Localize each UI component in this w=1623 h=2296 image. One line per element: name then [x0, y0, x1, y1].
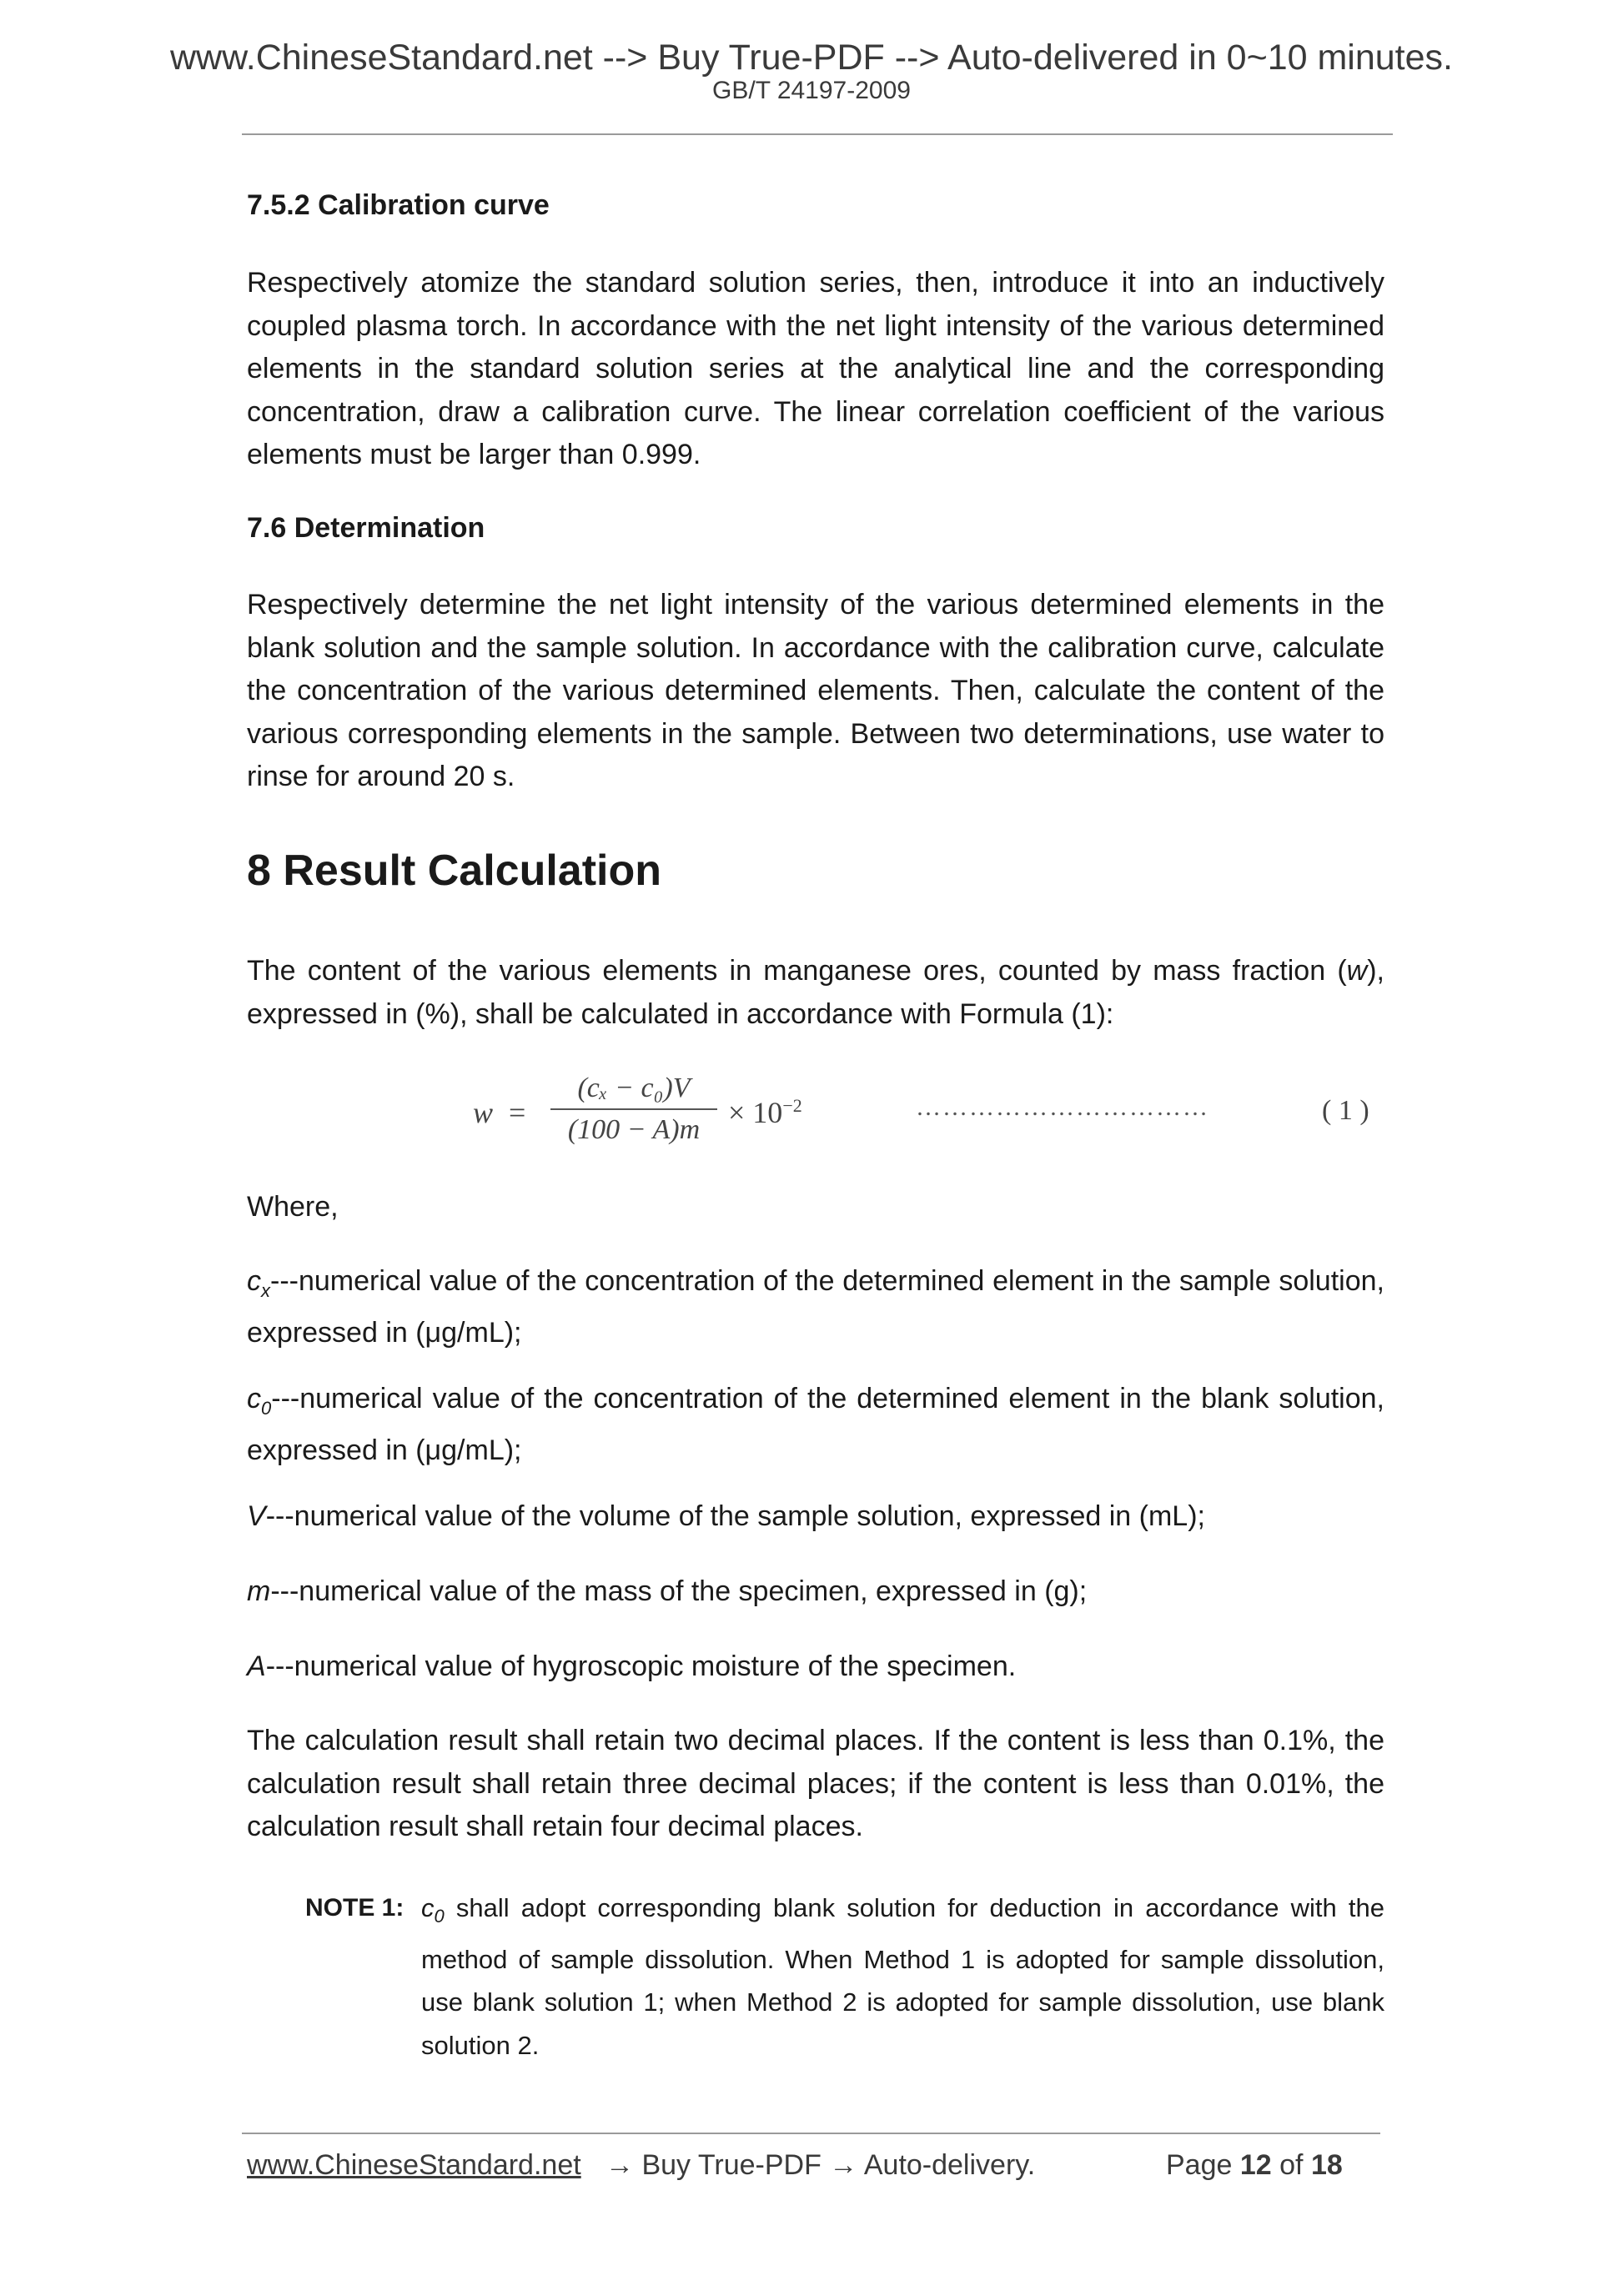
definition-v — [247, 1495, 1384, 1539]
symbol-c: $c_0$ — [247, 1383, 272, 1419]
definition-text: ---numerical value of the volume of the sample solution, expressed in (mL); — [265, 1500, 1205, 1532]
definition-cx — [247, 1260, 1384, 1355]
header-divider — [242, 133, 1393, 135]
definition-text: ---numerical value of the concentration of the determined element in the sample solution, expressed in (μg/mL); — [247, 1265, 1384, 1349]
symbol-a: A — [247, 1650, 266, 1682]
section-7-5-2-body: Respectively atomize the standard solution series, then, introduce it into an inductively coupled plasma torch. In accordance with the net light intensity of the various determined elements in the standard solution series at the analytical line and the corresponding concentration, draw a calibration curve. The linear correlation coefficient of the various elements must be larger than 0.999. — [247, 267, 1384, 470]
formula-numerator: (cₓ − c₀)V — [577, 1073, 691, 1103]
document-id: GB/T 24197-2009 — [712, 77, 911, 104]
section-7-5-2-title: 7.5.2 Calibration curve — [247, 189, 550, 221]
symbol-v: V — [247, 1500, 266, 1532]
intro-text-pre: The content of the various elements in manganese ores, counted by mass fraction ( — [247, 955, 1347, 987]
top-banner-link[interactable]: www.ChineseStandard.net --> Buy True-PDF --> Auto-delivered in 0~10 minutes. — [169, 38, 1453, 78]
definition-text: ---numerical value of the mass of the specimen, expressed in (g); — [270, 1575, 1088, 1607]
note-body — [421, 1887, 1384, 2067]
definition-text: ---numerical value of the concentration of the determined element in the blank solution, expressed in (μg/mL); — [247, 1383, 1384, 1467]
formula-number: ( 1 ) — [1322, 1095, 1369, 1126]
section-8-intro — [247, 950, 1384, 1036]
total-pages: 18 — [1310, 2149, 1343, 2181]
formula-lhs: w — [473, 1096, 494, 1129]
formula-equals: = — [509, 1096, 526, 1129]
definition-m — [247, 1570, 1384, 1614]
symbol-m: m — [247, 1575, 271, 1607]
note-text: shall adopt corresponding blank solution for deduction in accordance with the method of sample dissolution. When Method 1 is adopted for sample dissolution, use blank solution 1; when Method 2 is adopted for sample dissolution, use blank solution 2. — [421, 1893, 1384, 2060]
formula-denominator: (100 − A)m — [567, 1114, 701, 1145]
section-7-6-body: Respectively determine the net light intensity of the various determined elements in the blank solution and the sample solution. In accordance with the calibration curve, calculate the concentration of the various determined elements. Then, calculate the content of the various corresponding elements in the sample. Between two determinations, use water to rinse for around 20 s. — [247, 589, 1384, 792]
current-page: 12 — [1239, 2149, 1272, 2181]
formula-1 — [463, 1070, 1389, 1162]
footer-site-link[interactable]: www.ChineseStandard.net — [247, 2149, 581, 2181]
footer-divider — [242, 2133, 1380, 2134]
formula-exponent: −2 — [782, 1095, 802, 1116]
section-7-6-title: 7.6 Determination — [247, 512, 485, 544]
note-label: NOTE 1: — [305, 1894, 404, 1922]
definition-text: ---numerical value of hygroscopic moisture of the specimen. — [265, 1650, 1017, 1682]
symbol-w: w — [1346, 955, 1368, 987]
where-label: Where, — [247, 1191, 339, 1223]
intro-text-post: ), expressed in (%), shall be calculated in accordance with Formula (1): — [247, 955, 1384, 1030]
section-8-title: 8 Result Calculation — [247, 847, 661, 895]
fraction-bar — [550, 1108, 717, 1110]
symbol-c: $c_x$ — [247, 1265, 270, 1301]
page-indicator: Page 12 of 18 — [1166, 2149, 1343, 2181]
definition-c0 — [247, 1378, 1384, 1473]
footer-buy-text: → Buy True-PDF → Auto-delivery. — [605, 2149, 1036, 2181]
formula-fraction — [550, 1070, 717, 1148]
formula-multiplier — [728, 1095, 802, 1130]
formula-leader-dots: …………………………… — [916, 1093, 1209, 1121]
rounding-paragraph: The calculation result shall retain two decimal places. If the content is less than 0.1%, the calculation result shall retain three decimal places; if the content is less than 0.01%, the calculation result shall retain four decimal places. — [247, 1725, 1384, 1842]
formula-times: × 10 — [728, 1096, 783, 1129]
symbol-c0: $c_0$ — [421, 1893, 445, 1927]
definition-a — [247, 1645, 1384, 1689]
